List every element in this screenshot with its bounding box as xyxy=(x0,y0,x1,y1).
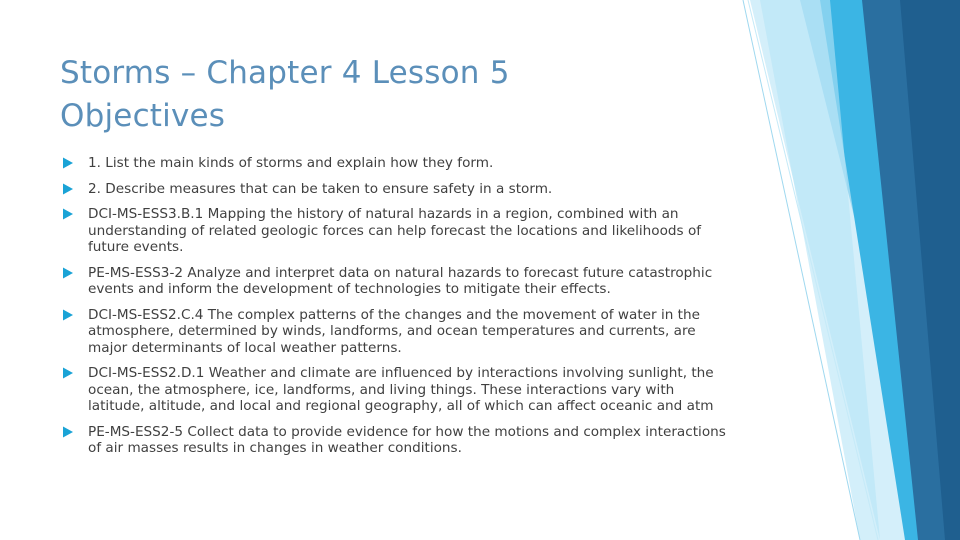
objective-text: 1. List the main kinds of storms and explain how they form. xyxy=(88,155,494,171)
objectives-list xyxy=(62,155,732,457)
triangle-bullet-icon xyxy=(62,157,74,169)
triangle-bullet-icon xyxy=(62,367,74,379)
objective-item xyxy=(62,155,732,172)
triangle-bullet-icon xyxy=(62,183,74,195)
triangle-bullet-icon xyxy=(62,267,74,279)
objective-text: 2. Describe measures that can be taken to ensure safety in a storm. xyxy=(88,180,553,197)
slide-title-line-2: Objectives xyxy=(60,98,226,134)
objective-text: PE-MS-ESS3-2 Analyze and interpret data on natural hazards to forecast future catastrophic events and inform the development of technologies to mitigate their effects. xyxy=(88,264,713,297)
objective-text: DCI-MS-ESS3.B.1 Mapping the history of natural hazards in a region, combined with an understanding of related geologic forces can help forecast the locations and likelihoods of future events. xyxy=(88,206,702,255)
objective-item xyxy=(62,307,732,357)
objective-text: DCI-MS-ESS2.D.1 Weather and climate are influenced by interactions involving sunlight, the ocean, the atmosphere, ice, landforms, and living things. These interactions vary with latitude, altitude, and local and regional geography, all of which can affect oceanic and atm xyxy=(88,365,714,414)
triangle-bullet-icon xyxy=(62,426,74,438)
objective-item xyxy=(62,424,732,457)
objective-text: DCI-MS-ESS2.C.4 The complex patterns of the changes and the movement of water in the atmosphere, determined by winds, landforms, and ocean temperatures and currents, are major determinants of local weather patterns. xyxy=(88,306,700,356)
triangle-bullet-icon xyxy=(62,208,74,220)
objective-item xyxy=(62,206,732,256)
objective-item xyxy=(62,365,732,415)
slide-title xyxy=(60,52,700,138)
slide-title-line-1: Storms – Chapter 4 Lesson 5 xyxy=(60,55,510,91)
objective-text: PE-MS-ESS2-5 Collect data to provide evidence for how the motions and complex interactions of air masses results in changes in weather conditions. xyxy=(88,423,726,456)
objective-item xyxy=(62,181,732,198)
objective-item xyxy=(62,265,732,298)
triangle-bullet-icon xyxy=(62,309,74,321)
